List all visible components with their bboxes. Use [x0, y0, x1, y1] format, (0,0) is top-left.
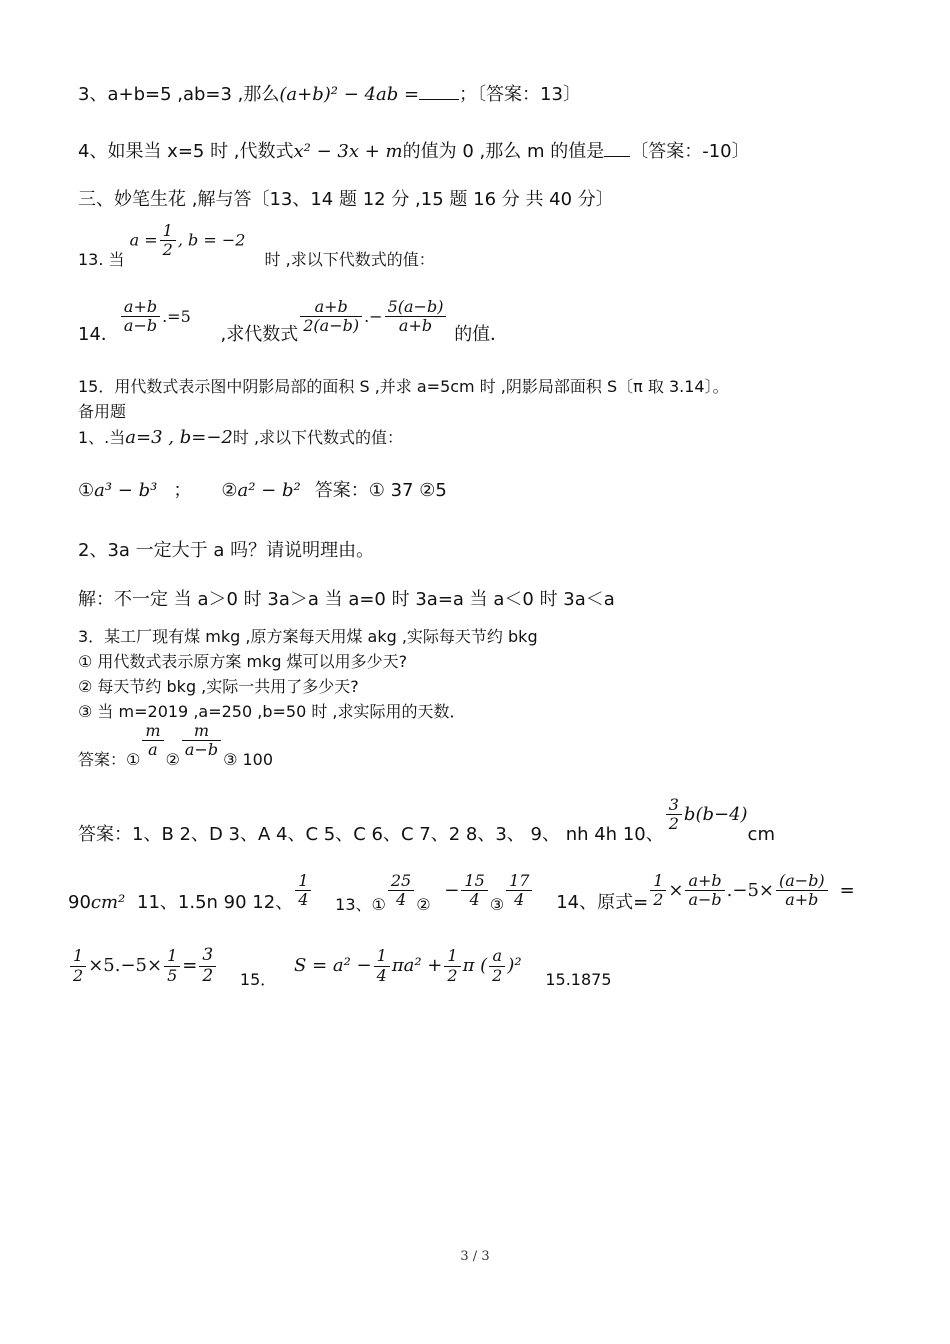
- answer-15-fraction-quarter: $\frac{1}{4}$: [374, 947, 390, 985]
- q14-text: ,求代数式: [220, 323, 299, 345]
- page-number: 3 / 3: [460, 1249, 490, 1264]
- answer-15-label: 15．: [239, 970, 277, 990]
- answer-14-fraction-1: $\frac{1}{2}$: [650, 872, 666, 910]
- q14-fraction-3: $\frac{5(a-b)}{a+b}$: [385, 298, 447, 336]
- answer-11-12: 11、1.5n 90 12、: [137, 891, 294, 913]
- s1-sep: ；: [173, 480, 192, 501]
- answer-13-fraction-2: $\frac{15}{4}$: [461, 872, 487, 910]
- q14-equals: .=5: [162, 306, 191, 326]
- answer-13-fraction-3: $\frac{17}{4}$: [506, 872, 532, 910]
- q4-expression: x² − 3x + m: [293, 141, 403, 162]
- s1-item2-mark: ②: [221, 480, 238, 501]
- answer-90: 90: [68, 891, 91, 913]
- answer-10-expression: b(b−4): [683, 803, 748, 825]
- spare-2-question: 2、3a 一定大于 a 吗？请说明理由。: [78, 540, 375, 561]
- q4-text-2: 的值为 0 ,那么 m 的值是: [402, 141, 605, 162]
- q13-text-2: 时 ,求以下代数式的值：: [264, 250, 435, 270]
- q3-expression: (a+b)² − 4ab =: [279, 84, 420, 105]
- answer-14-label: 14、原式=: [556, 891, 649, 913]
- s1-item1: a³ − b³: [94, 480, 158, 501]
- answer-15-close: )²: [507, 955, 522, 977]
- answer-15-fraction-half: $\frac{1}{2}$: [444, 947, 460, 985]
- q13-fraction: $\frac{1}{2}$: [160, 222, 176, 260]
- q14-label: 14．: [78, 323, 119, 345]
- answer-14-fraction-3: $\frac{(a-b)}{a+b}$: [776, 872, 828, 910]
- answer-13-label: 13、①: [335, 894, 386, 914]
- q4-answer: 〔答案：-10〕: [630, 141, 750, 162]
- q3-text: 3、a+b=5 ,ab=3 ,那么: [78, 84, 280, 105]
- s1-answer: 答案：① 37 ②5: [314, 480, 447, 501]
- spare-1-items: [78, 476, 447, 502]
- q3-blank: [419, 99, 459, 100]
- spare-1: [78, 425, 403, 448]
- answer-15-formula-mid: πa² +: [391, 955, 443, 977]
- answer-13-mark-3: ③: [489, 894, 505, 914]
- answer-14-step-mid: ×5.−5×: [88, 955, 163, 977]
- q4-text: 4、如果当 x=5 时 ,代数式: [78, 141, 294, 162]
- spare-3-item-3: ③ 当 m=2019 ,a=250 ,b=50 时 ,求实际用的天数．: [78, 702, 466, 721]
- q14-text-2: 的值．: [454, 323, 509, 345]
- answer-13-fraction-1: $\frac{25}{4}$: [388, 872, 414, 910]
- spare-3-item-2: ② 每天节约 bkg ,实际一共用了多少天?: [78, 677, 359, 696]
- answer-14-step-fraction-2: $\frac{1}{5}$: [164, 947, 180, 985]
- s3-fraction-1: $\frac{m}{a}$: [142, 722, 163, 760]
- question-13: [78, 221, 435, 270]
- question-3: [78, 80, 581, 106]
- s3-ans-label: 答案：①: [78, 750, 141, 770]
- answer-13-mark-2: ②: [416, 894, 431, 914]
- answers-line-1: [78, 795, 775, 845]
- q13-b: , b = −2: [177, 230, 246, 250]
- answer-10-unit: cm: [747, 823, 775, 845]
- s1-text: 1、.当: [78, 428, 126, 447]
- answer-12-fraction: $\frac{1}{4}$: [295, 872, 311, 910]
- spare-3-item-1: ① 用代数式表示原方案 mkg 煤可以用多少天?: [78, 652, 408, 671]
- s1-expression: a=3 , b=−2: [125, 427, 233, 448]
- q4-blank: [604, 156, 630, 157]
- spare-2-solution: 解：不一定 当 a＞0 时 3a＞a 当 a=0 时 3a=a 当 a＜0 时 3a＜a: [78, 589, 615, 610]
- answer-14-step-fraction-1: $\frac{1}{2}$: [70, 947, 86, 985]
- answer-14-equals: =: [839, 879, 855, 901]
- q14-fraction-2: $\frac{a+b}{2(a-b)}$: [300, 298, 362, 336]
- q13-a: a =: [129, 230, 158, 250]
- s1-item2: a² − b²: [237, 480, 301, 501]
- q3-answer: ；〔答案：13〕: [459, 84, 581, 105]
- section-3-heading: 三、妙笔生花 ,解与答〔13、14 题 12 分 ,15 题 16 分 共 40 分〕: [78, 189, 614, 210]
- spare-heading: 备用题: [78, 402, 127, 421]
- answer-15-formula-start: S = a² −: [294, 955, 372, 977]
- answer-14-mid: .−5×: [726, 879, 774, 901]
- s1-item1-mark: ①: [78, 480, 95, 501]
- s3-ans-post: ③ 100: [223, 750, 274, 770]
- answers-line-2: [68, 871, 855, 914]
- answer-unit-cm2: cm²: [90, 891, 126, 913]
- answer-14-step-equals: =: [182, 955, 198, 977]
- q14-fraction-1: $\frac{a+b}{a-b}$: [121, 298, 160, 336]
- answer-13-sign: −: [444, 879, 460, 901]
- answers-list: 答案：1、B 2、D 3、A 4、C 5、C 6、C 7、2 8、3、 9、 nh 4h 10、: [78, 823, 664, 845]
- s3-fraction-2: $\frac{m}{a-b}$: [182, 722, 221, 760]
- s3-ans-mid: ②: [165, 750, 180, 770]
- answer-14-result-fraction: $\frac{3}{2}$: [199, 946, 216, 986]
- answer-15-value: 15.1875: [545, 970, 612, 990]
- answer-10-fraction: $\frac{3}{2}$: [666, 796, 682, 834]
- answers-line-3: [68, 945, 612, 990]
- s1-text-2: 时 ,求以下代数式的值：: [232, 428, 404, 447]
- question-4: [78, 137, 750, 163]
- q14-operator: .−: [364, 306, 383, 326]
- answer-15-fraction-a2: $\frac{a}{2}$: [489, 947, 505, 985]
- spare-3-answer: [78, 721, 274, 770]
- answer-14-times: ×: [668, 879, 684, 901]
- answer-14-fraction-2: $\frac{a+b}{a-b}$: [685, 872, 724, 910]
- question-15: 15．用代数式表示图中阴影局部的面积 S ,并求 a=5cm 时 ,阴影局部面积 S〔π 取 3.14〕。: [78, 377, 729, 396]
- q13-text: 13. 当: [78, 250, 125, 270]
- answer-15-pi: π (: [462, 955, 488, 977]
- question-14: [78, 297, 509, 345]
- spare-3-question: 3．某工厂现有煤 mkg ,原方案每天用煤 akg ,实际每天节约 bkg: [78, 627, 538, 646]
